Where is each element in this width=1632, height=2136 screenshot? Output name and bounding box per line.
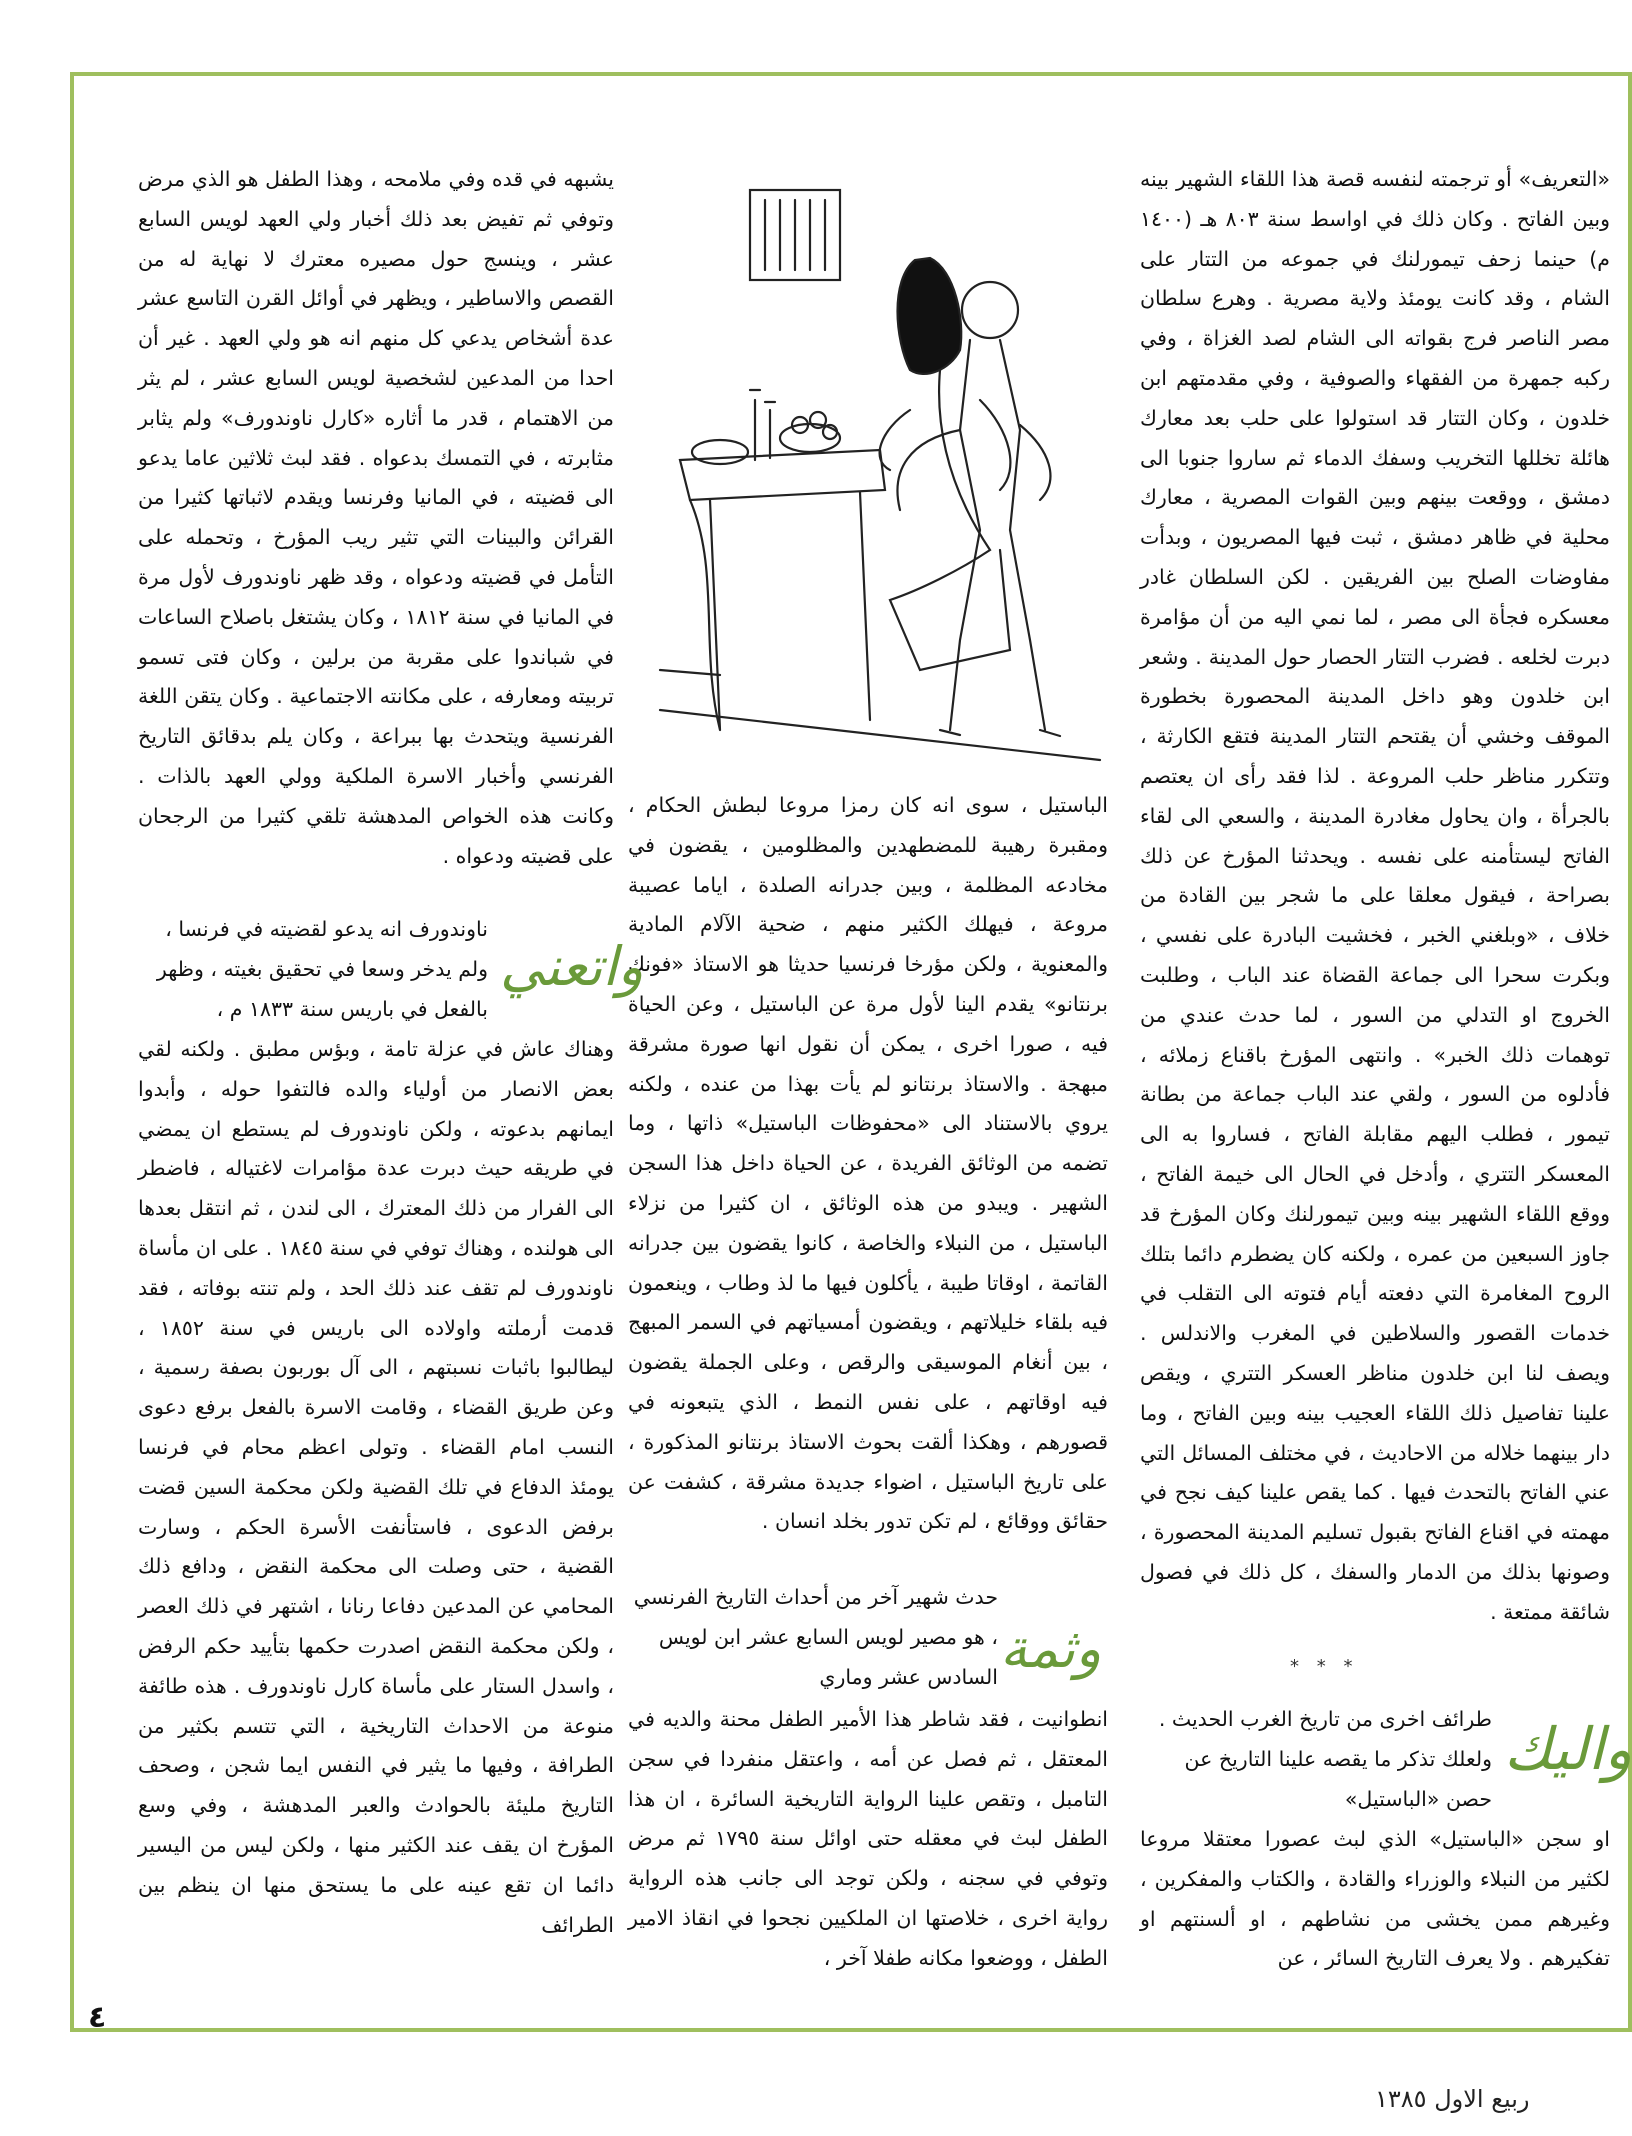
text-right-indented: طرائف اخرى من تاريخ الغرب الحديث . ولعلك تذكر ما يقصه علينا التاريخ عن حصن «الباستيل» [1158, 1707, 1492, 1811]
man-body [950, 340, 1045, 730]
window-bars [765, 200, 825, 270]
text-column-right: «التعريف» أو ترجمته لنفسه قصة هذا اللقاء الشهير بينه وبين الفاتح . وكان ذلك في اواسط سنة ٨٠٣ هـ (١٤٠٠ م) حينما زحف تيمورلنك في جموعه من التتار على الشام ، وقد كانت يومئذ ولاية مصرية . وهرع سلطان مصر الناصر فرج بقواته الى الشام لصد الغزاة ، وفي ركبه جمهرة من الفقهاء والصوفية ، وفي مقدمتهم ابن خلدون ، وكان التتار قد استولوا على حلب بعد معارك هائلة تخللها التخريب وسفك الدماء ثم ساروا جنوبا الى دمشق ، ووقعت بينهم وبين القوات المصرية ، معارك محلية في ظاهر دمشق ، ثبت فيها المصريون ، وبدأت مفاوضات الصلح بين الفريقين . لكن السلطان غادر معسكره فجأة الى مصر ، لما نمي اليه من أن مؤامرة دبرت لخلعه . فضرب التتار الحصار حول المدينة . وشعر ابن خلدون وهو داخل المدينة المحصورة بخطورة الموقف وخشي أن يقتحم التتار المدينة فتقع الكارثة ، وتتكرر مناظر حلب المروعة . لذا فقد رأى ان يعتصم بالجرأة ، وان يحاول مغادرة المدينة ، والسعي الى لقاء الفاتح ليستأمنه على نفسه . ويحدثنا المؤرخ عن ذلك بصراحة ، فيقول معلقا على ما شجر بين القادة من خلاف ، «وبلغني الخبر ، فخشيت البادرة على نفسي ، وبكرت سحرا الى جماعة القضاة عند الباب ، وطلبت الخروج او التدلي من السور ، لما حدث عندي من توهمات ذلك الخبر» . وانتهى المؤرخ باقناع زملائه ، فأدلوه من السور ، ولقي عند الباب جماعة من بطانة تيمور ، فطلب اليهم مقابلة الفاتح ، فساروا به الى المعسكر التتري ، وأدخل في الحال الى خيمة الفاتح ، ووقع اللقاء الشهير بينه وبين تيمورلنك وكان المؤرخ قد جاوز السبعين من عمره ، ولكنه كان يضطرم دائما بتلك الروح المغامرة التي دفعته أيام فتوته الى التقلب في خدمات القصور والسلاطين في المغرب والاندلس . ويصف لنا ابن خلدون مناظر العسكر التتري ، ويقص علينا تفاصيل ذلك اللقاء العجيب بينه وبين الفاتح ، وما دار بينهما خلاله من الاحاديث ، في مختلف المسائل التي عني الفاتح بالتحدث فيها . كما يقص علينا كيف نجح في مهمته في اقناع الفاتح بقبول تسليم المدينة المحصورة ، وصونها بذلك من الدمار والسفك ، كل ذلك في فصول شائقة ممتعة . [1140, 167, 1610, 1624]
section-separator: * * * [1290, 1656, 1359, 1677]
footer-date: ربيع الاول ١٣٨٥ [1375, 2085, 1530, 2113]
page-number: ٤ [88, 2000, 107, 2035]
text-column-left-bottom: وهناك عاش في عزلة تامة ، وبؤس مطبق . ولكنه لقي بعض الانصار من أولياء والده فالتفوا حوله ، وأبدوا ايمانهم بدعوته ، ولكن ناوندورف لم يستطع ان يمضي في طريقه حيث دبرت عدة مؤامرات لاغتياله ، فاضطر الى الفرار من ذلك المعترك ، الى لندن ، ثم انتقل بعدها الى هولنده ، وهناك توفي في سنة ١٨٤٥ . على ان مأساة ناوندورف لم تقف عند ذلك الحد ، ولم تنته بوفاته ، فقد قدمت أرملته واولاده الى باريس في سنة ١٨٥٢ ، ليطالبوا باثبات نسبتهم ، الى آل بوربون بصفة رسمية ، وعن طريق القضاء ، وقامت الاسرة بالفعل برفع دعوى النسب امام القضاء . وتولى اعظم محام في فرنسا يومئذ الدفاع في تلك القضية ولكن محكمة السين قضت برفض الدعوى ، فاستأنفت الأسرة الحكم ، وسارت القضية ، حتى وصلت الى محكمة النقض ، ودافع ذلك المحامي عن المدعين دفاعا رنانا ، اشتهر في ذلك العصر ، ولكن محكمة النقض اصدرت حكمها بتأييد حكم الرفض ، واسدل الستار على مأساة كارل ناوندورف . هذه طائفة منوعة من الاحداث التاريخية ، التي تتسم بكثير من الطرافة ، وفيها ما يثير في النفس ايما شجن ، وصحف التاريخ مليئة بالحوادث والعبر المدهشة ، وفي وسع المؤرخ ان يقف عند الكثير منها ، ولكن ليس من اليسير دائما ان تقع عينه على ما يستحق منها ان ينظم بين الطرائف [138, 1037, 615, 1937]
decorative-heading-wa-thamma: وثمة [1000, 1617, 1102, 1680]
table-legs [690, 492, 870, 730]
bastille-illustration [660, 170, 1100, 770]
text-column-left-top: يشبهه في قده وفي ملامحه ، وهذا الطفل هو الذي مرض وتوفي ثم تفيض بعد ذلك أخبار ولي العهد لويس السابع عشر ، وينسج حول مصيره معترك لا نهاية له من القصص والاساطير ، ويظهر في أوائل القرن التاسع عشر عدة أشخاص يدعي كل منهم انه هو ولي العهد . غير أن احدا من المدعين لشخصية لويس السابع عشر ، لم يثر من الاهتمام ، قدر ما أثاره «كارل ناوندورف» ولم يثابر مثابرته ، في التمسك بدعواه . فقد لبث ثلاثين عاما يدعو الى قضيته ، في المانيا وفرنسا ويقدم لاثباتها كثيرا من القرائن والبينات التي تثير ريب المؤرخ ، وتحمله على التأمل في قضيته ودعواه ، وقد ظهر ناوندورف لأول مرة في المانيا في سنة ١٨١٢ ، وكان يشتغل باصلاح الساعات في شباندوا على مقربة من برلين ، وكان فتى تسمو تربيته ومعارفه ، على مكانته الاجتماعية . وكان يتقن اللغة الفرنسية ويتحدث بها ببراعة ، وكان يلم بدقائق التاريخ الفرنسي وأخبار الاسرة الملكية وولي العهد بالذات . وكانت هذه الخواص المدهشة تلقي كثيرا من الرجحان على قضيته ودعواه . [138, 167, 614, 868]
woman-hair [898, 258, 962, 374]
text-column-right-bottom: او سجن «الباستيل» الذي لبث عصورا معتقلا مروعا لكثير من النبلاء والوزراء والقادة ، والكتاب والمفكرين ، وغيرهم ممن يخشى من نشاطهم ، او ألسنتهم او تفكيرهم . ولا يعرف التاريخ السائر ، عن [1140, 1827, 1610, 1971]
text-column-middle-bottom: انطوانيت ، فقد شاطر هذا الأمير الطفل محنة والديه في المعتقل ، ثم فصل عن أمه ، واعتقل منفردا في سجن التامبل ، وتقص علينا الرواية التاريخية السائرة ، ان هذا الطفل لبث في معقله حتى اوائل سنة ١٧٩٥ ثم مرض وتوفي في سجنه ، ولكن توجد الى جانب هذه الرواية رواية اخرى ، خلاصتها ان الملكيين نجحوا في انقاذ الامير الطفل ، ووضعوا مكانه طفلا آخر ، [628, 1707, 1108, 1970]
text-column-middle: الباستيل ، سوى انه كان رمزا مروعا لبطش الحكام ، ومقبرة رهيبة للمضطهدين والمظلومين ، يقضون في مخادعه المظلمة ، وبين جدرانه الصلدة ، اياما عصيبة مروعة ، فيهلك الكثير منهم ، ضحية الآلام المادية والمعنوية ، ولكن مؤرخا فرنسيا حديثا هو الاستاذ «فونك برنتانو» يقدم الينا لأول مرة عن الباستيل ، وعن الحياة فيه ، صورا اخرى ، يمكن أن نقول انها صورة مشرقة مبهجة . والاستاذ برنتانو لم يأت بهذا من عنده ، ولكنه يروي بالاستناد الى «محفوظات الباستيل» ذاتها ، وما تضمه من الوثائق الفريدة ، عن الحياة داخل هذا السجن الشهير . ويبدو من هذه الوثائق ، ان كثيرا من نزلاء الباستيل ، من النبلاء والخاصة ، كانوا يقضون بين جدرانه القاتمة ، اوقاتا طيبة ، يأكلون فيها ما لذ وطاب ، وينعمون فيه بلقاء خليلاتهم ، ويقضون أمسياتهم في السمر المبهج ، بين أنغام الموسيقى والرقص ، وعلى الجملة يقضون فيه اوقاتهم ، على نفس النمط ، الذي يتبعونه في قصورهم ، وهكذا ألقت بحوث الاستاذ برنتانو المذكورة ، على تاريخ الباستيل ، اضواء جديدة مشرقة ، كشفت عن حقائق ووقائع ، لم تكن تدور بخلد انسان . [628, 793, 1108, 1534]
decorative-heading-wa-ilayk: واليك [1504, 1715, 1632, 1783]
text-middle-indented: حدث شهير آخر من أحداث التاريخ الفرنسي ، هو مصير لويس السابع عشر ابن لويس السادس عشر وماري [633, 1585, 998, 1689]
text-left-indented: ناوندورف انه يدعو لقضيته في فرنسا ، ولم يدخر وسعا في تحقيق بغيته ، وظهر بالفعل في باريس سنة ١٨٣٣ م ، [156, 917, 488, 1021]
decorative-heading-wa-ithn: واتعني [500, 935, 644, 998]
table-top [680, 450, 885, 500]
man-head [962, 282, 1018, 338]
